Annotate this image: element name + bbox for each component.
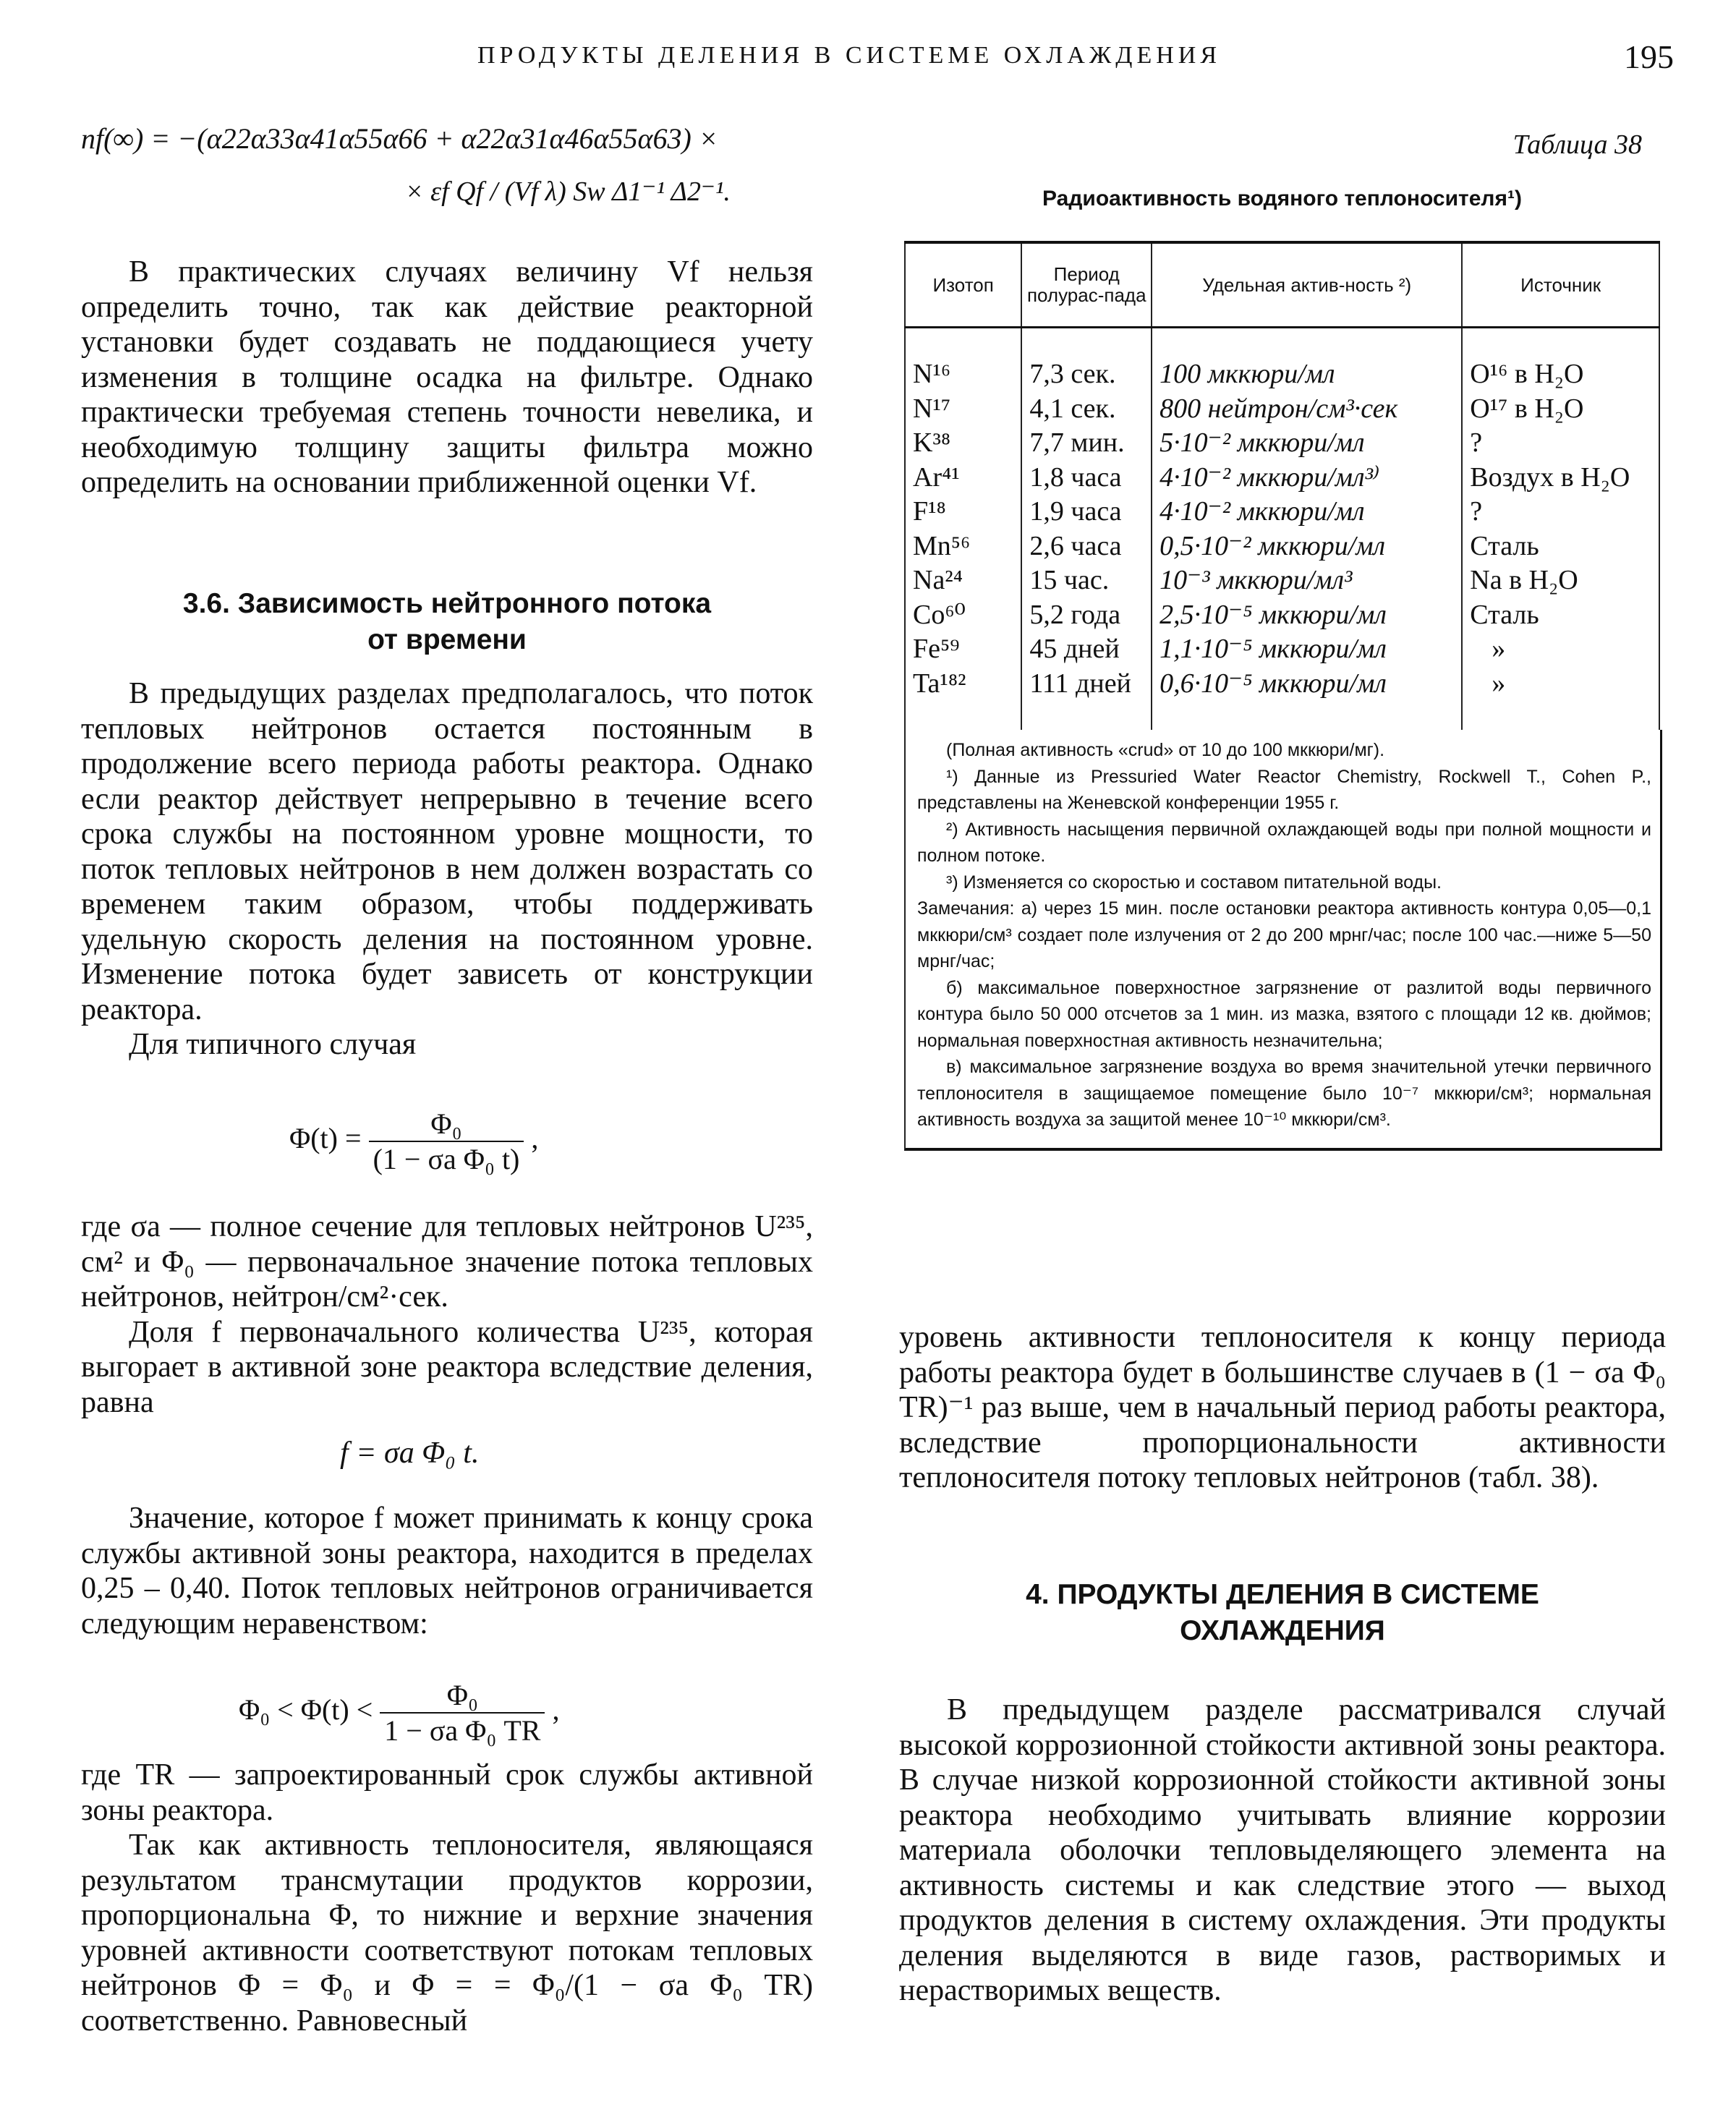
fraction-numerator: Φ₀: [380, 1678, 545, 1714]
cell-activity: 5·10⁻² мккюри/мл: [1152, 426, 1462, 461]
right-column-body: [899, 1320, 1666, 1496]
formula-inequality: [239, 1678, 559, 1748]
paragraph: где TR — запроектированный срок службы активной зоны реактора.: [81, 1758, 813, 1827]
cell-source: »: [1462, 667, 1659, 702]
table-remark-c: в) максимальное загрязнение воздуха во время значительной утечки первичного теплоносителя в защищаемое помещение было 10⁻⁷ мккюри/см³; нормальная активность воздуха за защитой менее 10⁻¹⁰ мккюри/см³.: [917, 1057, 1651, 1130]
cell-half-life: 111 дней: [1021, 667, 1152, 702]
paragraph: В предыдущих разделах предполагалось, что поток тепловых нейтронов остается постоянным в продолжение всего периода работы реактора. Однако если реактор действует непрерывно в течение всего срока службы на постоянном уровне мощности, то поток тепловых нейтронов в нем должен возрастать со временем таким образом, чтобы поддерживать удельную скорость деления на постоянном уровне. Изменение потока будет зависеть от конструкции реактора.: [81, 677, 813, 1026]
section-heading-line: от времени: [367, 624, 527, 655]
cell-isotope: K³⁸: [905, 426, 1021, 461]
section-heading-line: ОХЛАЖДЕНИЯ: [1180, 1615, 1385, 1646]
cell-activity: 10⁻³ мккюри/мл³: [1152, 563, 1462, 598]
column-header-source: Источник: [1462, 242, 1659, 328]
cell-half-life: 1,9 часа: [1021, 495, 1152, 529]
cell-isotope: Ta¹⁸²: [905, 667, 1021, 702]
fraction-denominator: 1 − σa Φ₀ TR: [384, 1714, 541, 1747]
formula-lhs: Φ₀ < Φ(t) <: [239, 1693, 373, 1727]
table-row: [905, 529, 1659, 564]
table-row: [905, 461, 1659, 495]
section-heading-line: 4. ПРОДУКТЫ ДЕЛЕНИЯ В СИСТЕМЕ: [1026, 1579, 1539, 1610]
cell-half-life: 2,6 часа: [1021, 529, 1152, 564]
fraction: [380, 1678, 545, 1748]
table-title: Радиоактивность водяного теплоносителя¹): [1042, 187, 1522, 210]
column-header-isotope: Изотоп: [905, 242, 1021, 328]
paragraph: уровень активности теплоносителя к концу периода работы реактора будет в большинстве случаев в (1 − σa Φ₀ TR)⁻¹ раз выше, чем в начальный период работы реактора, вследствие пропорциональности активности теплоносителя потоку тепловых нейтронов (табл. 38).: [899, 1321, 1666, 1494]
table-row: [905, 392, 1659, 427]
cell-half-life: 7,3 сек.: [1021, 357, 1152, 392]
table-footnote-3: ³) Изменяется со скоростью и составом питательной воды.: [946, 872, 1442, 893]
cell-activity: 0,5·10⁻² мккюри/мл: [1152, 529, 1462, 564]
cell-source: Na в H₂O: [1462, 563, 1659, 598]
cell-source: »: [1462, 632, 1659, 667]
table-row: [905, 563, 1659, 598]
cell-half-life: 1,8 часа: [1021, 461, 1152, 495]
table-label: Таблица 38: [1512, 129, 1642, 160]
radioactivity-table: [904, 241, 1662, 1151]
cell-isotope: Co⁶⁰: [905, 598, 1021, 633]
cell-source: Воздух в H₂O: [1462, 461, 1659, 495]
cell-isotope: Na²⁴: [905, 563, 1021, 598]
running-title: ПРОДУКТЫ ДЕЛЕНИЯ В СИСТЕМЕ ОХЛАЖДЕНИЯ: [477, 42, 1222, 69]
formula-phi-t: [289, 1107, 538, 1176]
table-note: (Полная активность «crud» от 10 до 100 мккюри/мг).: [946, 740, 1385, 760]
fraction-denominator: (1 − σa Φ₀ t): [373, 1143, 520, 1175]
paragraph: В практических случаях величину Vf нельзя определить точно, так как действие реакторной установки будет создавать не поддающиеся учету изменения в толщине осадка на фильтре. Однако практически требуемая степень точности невелика, и необходимую толщину защиты фильтра можно определить на основании приближенной оценки Vf.: [81, 255, 813, 499]
cell-source: Сталь: [1462, 529, 1659, 564]
formula-lhs: Φ(t) =: [289, 1122, 362, 1155]
formula-tail: ,: [531, 1122, 539, 1155]
cell-half-life: 45 дней: [1021, 632, 1152, 667]
paragraph: В предыдущем разделе рассматривался случай высокой коррозионной стойкости активной зоны реактора. В случае низкой коррозионной стойкости активной зоны реактора необходимо учитывать влияние коррозии материала оболочки тепловыделяющего элемента на активность системы и как следствие этого — выход продуктов деления в систему охлаждения. Эти продукты деления выделяются в виде газов, растворимых и нерастворимых веществ.: [899, 1693, 1666, 2007]
paragraph: где σa — полное сечение для тепловых нейтронов U²³⁵, см² и Φ₀ — первоначальное значение потока тепловых нейтронов, нейтрон/см²·сек.: [81, 1210, 813, 1314]
right-column-body: [899, 1693, 1666, 2009]
cell-activity: 800 нейтрон/см³·сек: [1152, 392, 1462, 427]
cell-source: ?: [1462, 495, 1659, 529]
cell-isotope: Fe⁵⁹: [905, 632, 1021, 667]
table-footnote-2: ²) Активность насыщения первичной охлаждающей воды при полной мощности и полном потоке.: [917, 819, 1651, 866]
fraction: [369, 1107, 524, 1176]
cell-isotope: N¹⁷: [905, 392, 1021, 427]
cell-isotope: N¹⁶: [905, 357, 1021, 392]
formula-nf-line1: nf(∞) = −(α22α33α41α55α66 + α22α31α46α55α63) ×: [81, 122, 718, 155]
table-row: [905, 357, 1659, 392]
paragraph: Для типичного случая: [129, 1028, 417, 1061]
table-header-row: [905, 242, 1659, 328]
formula-f: f = σa Φ₀ t.: [340, 1436, 480, 1470]
left-column-body: [81, 255, 813, 501]
left-column-body: [81, 1501, 813, 1641]
page-number: 195: [1624, 38, 1674, 75]
cell-activity: 4·10⁻² мккюри/мл: [1152, 495, 1462, 529]
cell-source: Сталь: [1462, 598, 1659, 633]
section-heading-4: [899, 1577, 1666, 1649]
cell-activity: 2,5·10⁻⁵ мккюри/мл: [1152, 598, 1462, 633]
section-heading-line: 3.6. Зависимость нейтронного потока: [182, 588, 712, 619]
paragraph: Так как активность теплоносителя, являющаяся результатом трансмутации продуктов коррозии, пропорциональна Φ, то нижние и верхние значения уровней активности соответствуют потокам тепловых нейтронов Φ = Φ₀ и Φ = = Φ₀/(1 − σa Φ₀ TR) соответственно. Равновесный: [81, 1829, 813, 2038]
table-remark-b: б) максимальное поверхностное загрязнение от разлитой воды первичного контура было 50 000 отсчетов за 1 мин. из мазка, взятого с площади 12 кв. дюймов; нормальная поверхностная активность незначительна;: [917, 977, 1651, 1051]
table-notes: [904, 730, 1662, 1151]
cell-half-life: 4,1 сек.: [1021, 392, 1152, 427]
table-remark-a: Замечания: а) через 15 мин. после остановки реактора активность контура 0,05—0,1 мккюри/см³ создает поле излучения от 2 до 200 мрнг/час; после 100 час.—ниже 5—50 мрнг/час;: [917, 898, 1651, 971]
cell-half-life: 15 час.: [1021, 563, 1152, 598]
cell-source: ?: [1462, 426, 1659, 461]
table-row: [905, 426, 1659, 461]
data-table: [904, 241, 1660, 730]
paragraph: Доля f первоначального количества U²³⁵, которая выгорает в активной зоне реактора вследствие деления, равна: [81, 1315, 813, 1419]
fraction-numerator: Φ₀: [369, 1107, 524, 1142]
left-column-body: [81, 1209, 813, 1420]
cell-isotope: Mn⁵⁶: [905, 529, 1021, 564]
column-header-half-life: Период полурас-пада: [1021, 242, 1152, 328]
cell-isotope: F¹⁸: [905, 495, 1021, 529]
column-header-activity: Удельная актив-ность ²): [1152, 242, 1462, 328]
table-footnote-1: ¹) Данные из Pressuried Water Reactor Chemistry, Rockwell T., Cohen P., представлены на Женевской конференции 1955 г.: [917, 766, 1651, 813]
cell-activity: 0,6·10⁻⁵ мккюри/мл: [1152, 667, 1462, 702]
formula-nf-line2: × εf Qf / (Vf λ) Sw Δ1⁻¹ Δ2⁻¹.: [405, 176, 731, 207]
cell-half-life: 7,7 мин.: [1021, 426, 1152, 461]
formula-tail: ,: [552, 1693, 560, 1727]
cell-activity: 1,1·10⁻⁵ мккюри/мл: [1152, 632, 1462, 667]
cell-source: O¹⁷ в H₂O: [1462, 392, 1659, 427]
left-column-body: [81, 1758, 813, 2038]
table-row: [905, 495, 1659, 529]
left-column-body: [81, 676, 813, 1063]
cell-half-life: 5,2 года: [1021, 598, 1152, 633]
cell-activity: 4·10⁻² мккюри/мл³⁾: [1152, 461, 1462, 495]
table-row: [905, 667, 1659, 702]
paragraph: Значение, которое f может принимать к концу срока службы активной зоны реактора, находится в пределах 0,25 – 0,40. Поток тепловых нейтронов ограничивается следующим неравенством:: [81, 1502, 813, 1640]
table-row: [905, 598, 1659, 633]
cell-source: O¹⁶ в H₂O: [1462, 357, 1659, 392]
table-row: [905, 632, 1659, 667]
section-heading-3-6: [81, 586, 813, 658]
cell-activity: 100 мккюри/мл: [1152, 357, 1462, 392]
cell-isotope: Ar⁴¹: [905, 461, 1021, 495]
